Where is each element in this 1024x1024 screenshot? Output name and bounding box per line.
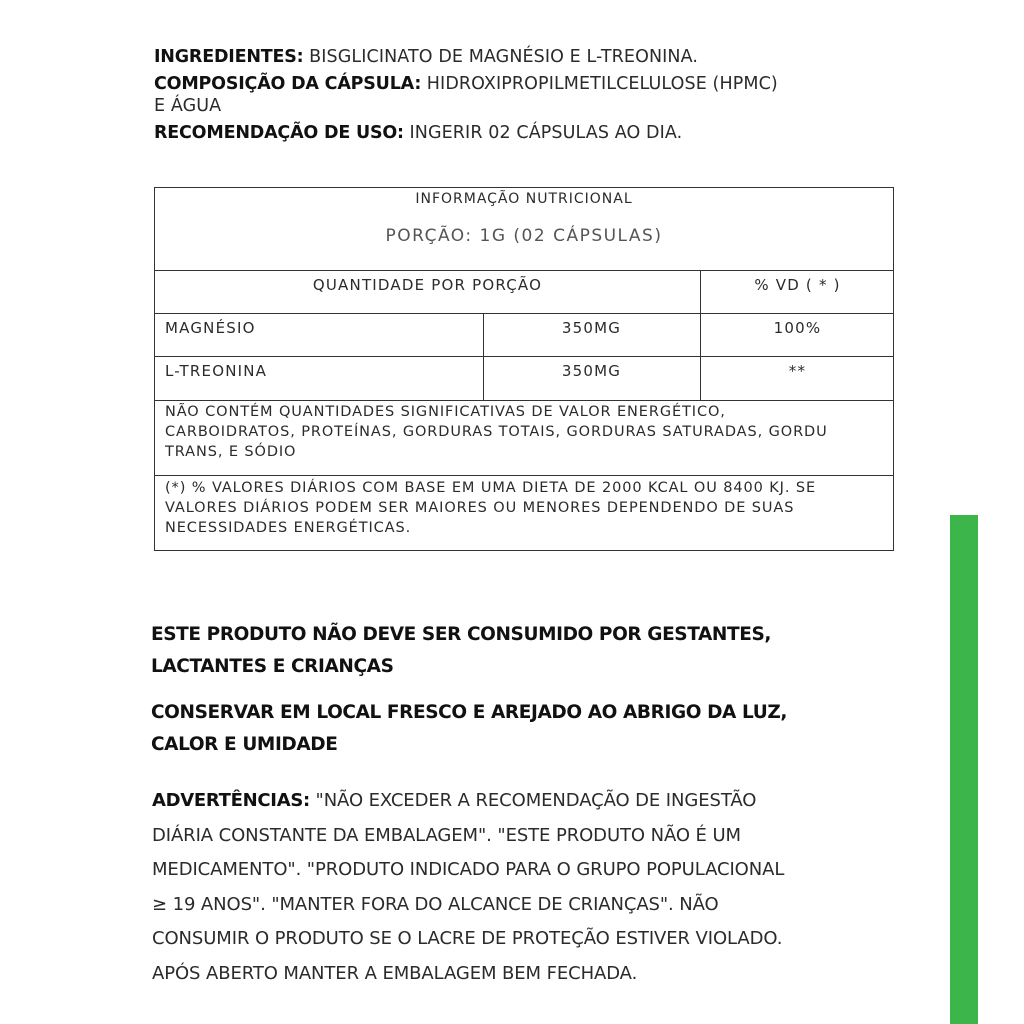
pregnancy-warning — [151, 619, 891, 683]
advertencias-text: "NÃO EXCEDER A RECOMENDAÇÃO DE INGESTÃO — [309, 790, 757, 811]
nutrient-vd: ** — [788, 362, 807, 380]
nutrient-name: MAGNÉSIO — [165, 319, 256, 337]
nutrient-name: L-TREONINA — [165, 362, 268, 380]
advertencias-text: MEDICAMENTO". "PRODUTO INDICADO PARA O GRUPO POPULACIONAL — [152, 859, 785, 880]
table-portion: PORÇÃO: 1G (02 CÁPSULAS) — [385, 226, 663, 246]
advertencias-text: APÓS ABERTO MANTER A EMBALAGEM BEM FECHADA. — [152, 962, 638, 984]
table-divider — [155, 475, 893, 476]
advertencias-text: ≥ 19 ANOS". "MANTER FORA DO ALCANCE DE CRIANÇAS". NÃO — [152, 893, 719, 915]
ingredients-line — [154, 46, 894, 68]
note-line: TRANS, E SÓDIO — [165, 444, 297, 460]
table-title: INFORMAÇÃO NUTRICIONAL — [415, 191, 633, 207]
table-divider — [155, 356, 893, 357]
storage-warning — [151, 697, 891, 761]
capsule-value-cont: E ÁGUA — [154, 96, 222, 116]
advertencias-line — [152, 784, 892, 819]
table-note-daily-values — [165, 478, 816, 538]
table-divider — [155, 270, 893, 271]
note-line: NECESSIDADES ENERGÉTICAS. — [165, 520, 412, 536]
ingredients-value: BISGLICINATO DE MAGNÉSIO E L-TREONINA. — [309, 47, 699, 67]
table-divider — [155, 400, 893, 401]
column-header-quantity: QUANTIDADE POR PORÇÃO — [312, 276, 543, 294]
capsule-value: HIDROXIPROPILMETILCELULOSE (HPMC) — [426, 74, 778, 94]
warning-line: ESTE PRODUTO NÃO DEVE SER CONSUMIDO POR GESTANTES, — [151, 624, 772, 645]
capsule-line-cont — [154, 95, 894, 117]
advertencias-label: ADVERTÊNCIAS: — [152, 790, 310, 811]
note-line: (*) % VALORES DIÁRIOS COM BASE EM UMA DIETA DE 2000 KCAL OU 8400 KJ. SE — [165, 480, 817, 496]
column-header-vd: % VD ( * ) — [754, 276, 841, 294]
nutrient-amount: 350MG — [561, 319, 622, 337]
advertencias-text: CONSUMIR O PRODUTO SE O LACRE DE PROTEÇÃO ESTIVER VIOLADO. — [152, 928, 783, 949]
note-line: CARBOIDRATOS, PROTEÍNAS, GORDURAS TOTAIS, GORDURAS SATURADAS, GORDU — [165, 424, 828, 440]
ingredients-label: INGREDIENTES: — [154, 47, 304, 67]
capsule-label: COMPOSIÇÃO DA CÁPSULA: — [154, 74, 422, 94]
green-accent-bar — [950, 515, 978, 1024]
advertencias-text: DIÁRIA CONSTANTE DA EMBALAGEM". "ESTE PRODUTO NÃO É UM — [152, 824, 741, 846]
note-line: VALORES DIÁRIOS PODEM SER MAIORES OU MENORES DEPENDENDO DE SUAS — [165, 500, 795, 516]
warning-line: CALOR E UMIDADE — [151, 734, 338, 755]
ingredients-block — [154, 46, 894, 144]
warning-line: CONSERVAR EM LOCAL FRESCO E AREJADO AO ABRIGO DA LUZ, — [151, 702, 788, 723]
usage-value: INGERIR 02 CÁPSULAS AO DIA. — [409, 123, 683, 143]
table-divider — [155, 313, 893, 314]
capsule-line — [154, 73, 894, 95]
advertencias-block — [152, 784, 892, 991]
nutrition-table — [154, 187, 894, 551]
usage-line — [154, 122, 894, 144]
table-note-nutrients — [165, 402, 828, 462]
warning-line: LACTANTES E CRIANÇAS — [151, 656, 394, 677]
note-line: NÃO CONTÉM QUANTIDADES SIGNIFICATIVAS DE VALOR ENERGÉTICO, — [165, 404, 726, 420]
usage-label: RECOMENDAÇÃO DE USO: — [154, 123, 404, 143]
nutrient-amount: 350MG — [561, 362, 622, 380]
nutrient-vd: 100% — [773, 319, 822, 337]
